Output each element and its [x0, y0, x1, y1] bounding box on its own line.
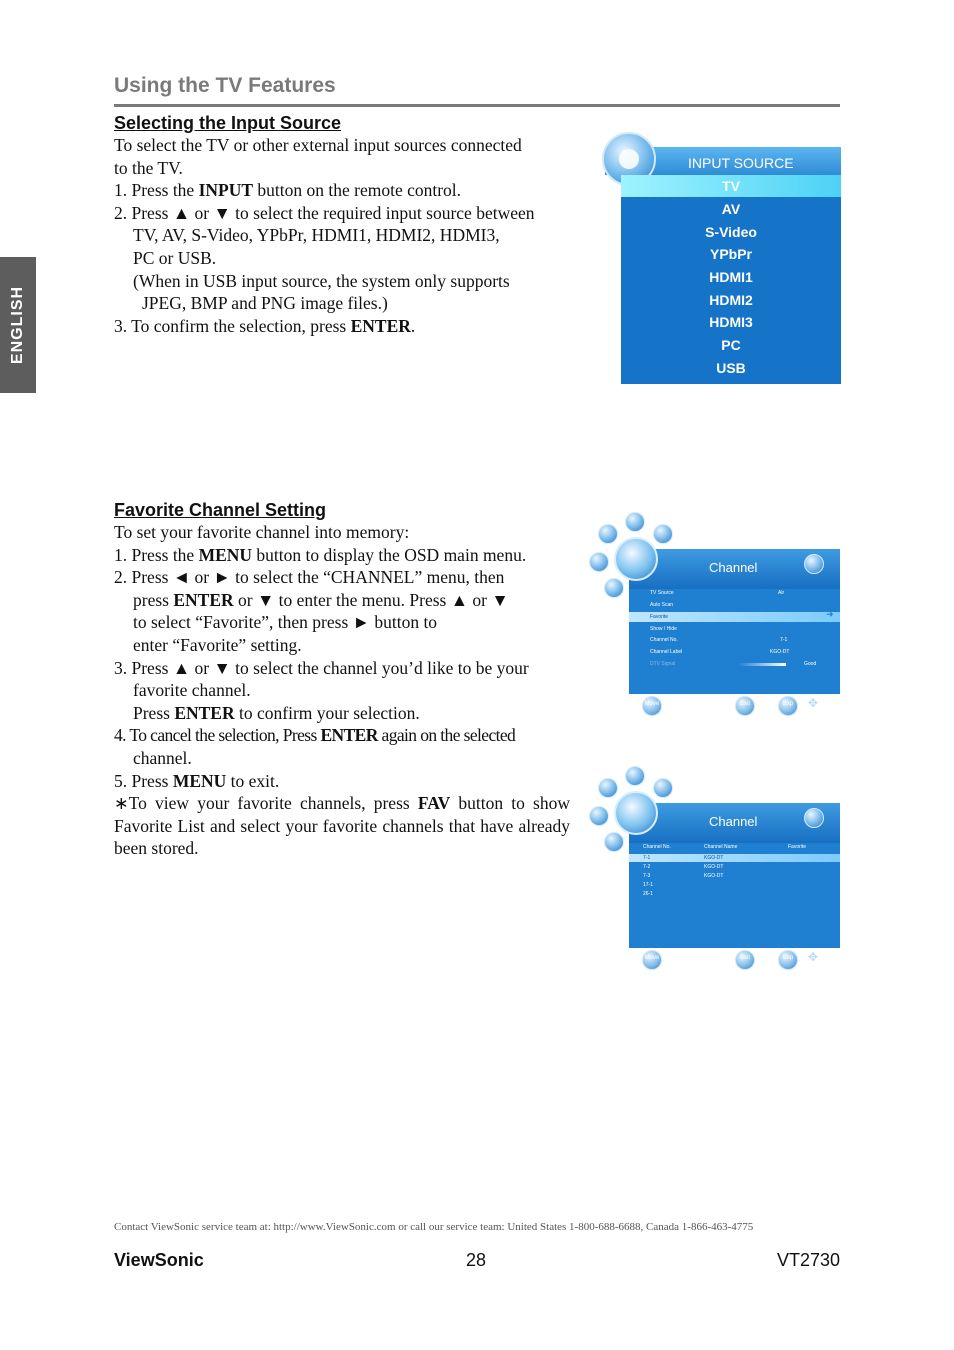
channel-osd-title: Channel [709, 560, 758, 575]
row-value-channel-label: KGO-DT [770, 649, 790, 655]
input-source-step-2-line-5: JPEG, BMP and PNG image files.) [142, 293, 388, 314]
favorite-step-3: 3. Press ▲ or ▼ to select the channel you’d like to be your [114, 657, 529, 678]
channel-osd-title: Channel [709, 814, 758, 829]
favorite-step-4 [114, 724, 570, 747]
fav-s5-a: 5. Press [114, 770, 173, 791]
list-item-no[interactable]: 17-1 [643, 882, 654, 888]
exit-button-label: Exit [739, 955, 750, 961]
step-3-key: ENTER [350, 315, 411, 336]
favorite-step-1 [114, 544, 570, 567]
title-divider [114, 104, 840, 107]
step-1-key: INPUT [198, 180, 254, 201]
favorite-note [114, 792, 570, 860]
option-menu-icon[interactable] [604, 578, 624, 598]
brand-name: ViewSonic [114, 1250, 204, 1270]
fav-s3-c: to confirm your selection. [234, 702, 420, 723]
fav-s3-key: ENTER [174, 702, 235, 723]
fav-s1-key: MENU [198, 544, 253, 565]
lock-menu-icon[interactable] [653, 524, 673, 544]
lock-menu-icon[interactable] [653, 778, 673, 798]
setup-menu-icon[interactable] [589, 552, 609, 572]
fav-s3-a: Press [133, 702, 175, 723]
fav-s4-key: ENTER [320, 725, 378, 746]
row-label-channel-no[interactable]: Channel No. [650, 637, 678, 643]
input-source-step-2: 2. Press ▲ or ▼ to select the required input source between [114, 202, 535, 223]
step-1-text-c: button on the remote control. [253, 180, 462, 201]
column-channel-no: Channel No. [643, 844, 671, 850]
fav-s2-a: press [133, 589, 174, 610]
satellite-icon [804, 808, 824, 828]
exit-button-label: Exit [739, 701, 750, 707]
navigation-arrows-icon: ✥ [808, 950, 819, 964]
input-source-step-2-line-2: TV, AV, S-Video, YPbPr, HDMI1, HDMI2, HDMI3, [133, 225, 500, 246]
favorite-heading: Favorite Channel Setting [114, 500, 327, 520]
row-value-dtv-signal: Good [804, 661, 817, 667]
step-1-text-a: 1. Press the [114, 180, 199, 201]
step-3-text-c: . [410, 315, 416, 336]
exit-button[interactable] [735, 950, 755, 970]
exit-button[interactable] [735, 696, 755, 716]
column-favorite: Favorite [788, 844, 807, 850]
page-number: 28 [466, 1250, 487, 1270]
favorite-step-2: 2. Press ◄ or ► to select the “CHANNEL” menu, then [114, 567, 505, 588]
input-item-hdmi3[interactable]: HDMI3 [709, 314, 753, 330]
model-number: VT2730 [776, 1250, 840, 1270]
list-item-name: KGO-DT [704, 855, 724, 861]
arrow-right-icon: ➜ [826, 609, 834, 619]
favorite-step-5 [114, 770, 570, 793]
input-source-osd-title: INPUT SOURCE [688, 155, 794, 171]
input-item-hdmi2[interactable]: HDMI2 [709, 292, 753, 308]
move-button[interactable] [642, 950, 662, 970]
input-source-osd [600, 130, 841, 384]
section-title: Using the TV Features [114, 74, 336, 97]
input-source-heading: Selecting the Input Source [114, 113, 342, 133]
setup-menu-icon[interactable] [589, 806, 609, 826]
fav-s2-key: ENTER [173, 589, 234, 610]
favorite-step-2-line-3: to select “Favorite”, then press ► button to [133, 612, 438, 633]
fav-s4-a: 4. To cancel the selection, Press [114, 725, 321, 746]
list-item-no[interactable]: 26-1 [643, 891, 654, 897]
row-label-show-hide[interactable]: Show / Hide [650, 626, 677, 632]
input-item-usb[interactable]: USB [716, 360, 746, 376]
row-label-tv-source[interactable]: TV Source [650, 590, 674, 596]
input-item-av[interactable]: AV [721, 201, 741, 217]
row-label-channel-label[interactable]: Channel Label [650, 649, 683, 655]
signal-bar [738, 663, 786, 666]
input-source-section [114, 112, 570, 337]
fav-s2-c: or ▼ to enter the menu. Press ▲ or ▼ [233, 589, 509, 610]
picture-menu-icon[interactable] [598, 778, 618, 798]
list-item-name: KGO-DT [704, 864, 724, 870]
picture-menu-icon[interactable] [598, 524, 618, 544]
selected-row-highlight [629, 854, 840, 862]
navigation-arrows-icon: ✥ [808, 696, 819, 710]
sound-menu-icon[interactable] [625, 766, 645, 786]
list-item-name: KGO-DT [704, 873, 724, 879]
fav-note-a: ∗To view your favorite channels, press [114, 793, 418, 814]
favorite-step-3-line-3 [114, 702, 570, 725]
favorite-step-2-line-4: enter “Favorite” setting. [133, 634, 302, 655]
row-value-tv-source: Air [778, 590, 785, 596]
input-item-hdmi1[interactable]: HDMI1 [709, 269, 753, 285]
channel-osd-favorite [588, 512, 841, 712]
channel-menu-icon[interactable] [614, 791, 658, 835]
exp-button[interactable] [778, 696, 798, 716]
row-label-auto-scan[interactable]: Auto Scan [650, 602, 674, 608]
language-tab-label: ENGLISH [9, 285, 26, 365]
input-item-s-video[interactable]: S-Video [705, 224, 757, 240]
input-item-tv[interactable]: TV [722, 178, 740, 194]
input-source-step-2-line-3: PC or USB. [133, 247, 217, 268]
favorite-step-2-line-2 [114, 589, 570, 612]
fav-s4-c: again on the selected [377, 725, 516, 746]
channel-osd-favorite-list [588, 766, 841, 966]
move-button-label: Move [644, 701, 660, 707]
step-3-text-a: 3. To confirm the selection, press [114, 315, 351, 336]
channel-menu-icon[interactable] [614, 537, 658, 581]
fav-s1-a: 1. Press the [114, 544, 199, 565]
row-label-favorite[interactable]: Favorite [650, 614, 669, 620]
input-item-pc[interactable]: PC [721, 337, 741, 353]
favorite-step-3-line-2: favorite channel. [133, 680, 251, 701]
fav-s5-c: to exit. [226, 770, 280, 791]
row-label-dtv-signal: DTV Signal [650, 661, 676, 667]
favorite-section [114, 499, 570, 860]
fav-note-key: FAV [417, 793, 451, 814]
input-source-intro-1: To select the TV or other external input sources connected [114, 135, 522, 155]
list-item-no[interactable]: 7-2 [643, 864, 651, 870]
input-source-step-3 [114, 315, 570, 338]
input-source-intro-2: to the TV. [114, 157, 183, 178]
input-source-step-1 [114, 179, 570, 202]
input-item-ypbpr[interactable]: YPbPr [709, 246, 752, 262]
sound-menu-icon[interactable] [625, 512, 645, 532]
satellite-icon [804, 554, 824, 574]
fav-s1-c: button to display the OSD main menu. [252, 544, 527, 565]
favorite-intro: To set your favorite channel into memory: [114, 522, 410, 542]
list-item-no[interactable]: 7-3 [643, 873, 651, 879]
move-button-label: Move [644, 955, 660, 961]
favorite-step-4-line-2: channel. [133, 747, 192, 768]
column-channel-name: Channel Name [704, 844, 738, 850]
contact-line: Contact ViewSonic service team at: http://www.ViewSonic.com or call our service team: United States 1-800-688-6688, Canada 1-866-463-4775 [114, 1221, 754, 1233]
language-tab [0, 257, 36, 393]
input-source-step-2-line-4: (When in USB input source, the system only supports [133, 270, 510, 291]
fav-s5-key: MENU [172, 770, 227, 791]
exp-button-label: Exp [782, 701, 794, 707]
option-menu-icon[interactable] [604, 832, 624, 852]
move-button[interactable] [642, 696, 662, 716]
list-item-no[interactable]: 7-1 [643, 855, 651, 861]
row-value-channel-no: 7-1 [780, 637, 788, 643]
fav-note-c: button to show Favorite List and select your favorite channels that have already been stored. [114, 793, 570, 859]
exp-button[interactable] [778, 950, 798, 970]
exp-button-label: Exp [782, 955, 794, 961]
